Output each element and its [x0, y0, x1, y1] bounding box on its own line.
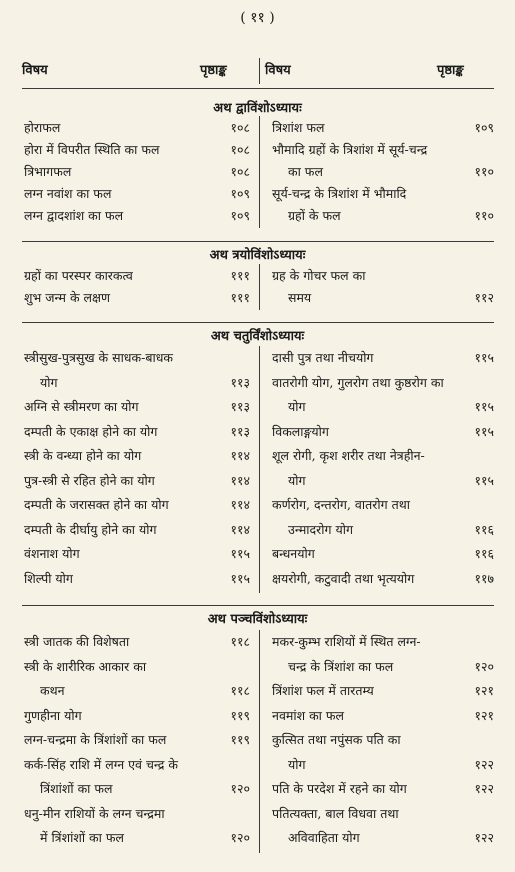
right-entry-text: कर्णरोग, दन्तरोग, वातरोग तथा	[272, 497, 410, 512]
left-entry-page: ११४	[230, 497, 250, 512]
left-entry-text: दम्पती के दीर्घायु होने का योग	[24, 521, 157, 537]
left-entry-page: ११८	[230, 683, 250, 698]
right-entry-page: ११५	[474, 350, 494, 365]
right-entry-text: अविवाहिता योग	[288, 830, 360, 845]
right-entry-page: १२१	[474, 707, 494, 723]
left-entry-text: में त्रिंशांशों का फल	[40, 830, 124, 845]
left-entry-text: कर्क-सिंह राशि में लग्न एवं चन्द्र के	[24, 756, 178, 772]
left-entry-text: वंशनाश योग	[24, 546, 80, 561]
right-entry-text: का फल	[288, 164, 323, 179]
left-entry-text: गुणहीना योग	[24, 707, 82, 723]
right-entry-page: ११५	[474, 399, 494, 414]
right-entry-page: १२२	[474, 781, 494, 796]
left-entry-page: ११४	[230, 521, 250, 537]
header-divider	[259, 58, 260, 84]
left-entry-page: १०८	[230, 164, 250, 179]
left-entry-page: ११९	[230, 732, 250, 747]
right-entry-text: बन्धनयोग	[272, 546, 315, 561]
left-entry-page: ११५	[230, 546, 250, 561]
left-entry-text: दम्पती के एकाक्ष होने का योग	[24, 423, 158, 439]
left-entry-page: ११३	[230, 399, 250, 414]
right-entry-text: पति के परदेश में रहने का योग	[272, 781, 407, 796]
left-entry-page: १२०	[230, 830, 250, 845]
right-entry-text: मकर-कुम्भ राशियों में स्थित लग्न-	[272, 634, 421, 649]
right-entry-page: ११५	[474, 423, 494, 439]
right-entry-page: १२०	[474, 658, 494, 674]
column-divider	[259, 630, 260, 853]
section-rule	[22, 322, 494, 323]
left-entry-page: ११३	[230, 423, 250, 439]
right-entry-text: क्षयरोगी, कटुवादी तथा भृत्ययोग	[272, 570, 415, 586]
left-entry-page: १११	[230, 268, 250, 283]
right-entry-text: दासी पुत्र तथा नीचयोग	[272, 350, 374, 365]
page-number: ( ११ )	[240, 10, 275, 26]
left-entry-text: लग्न द्वादशांश का फल	[24, 208, 124, 223]
right-entry-page: ११६	[474, 521, 494, 537]
right-entry-text: त्रिशांश फल	[272, 120, 325, 135]
left-entry-page: १०९	[230, 208, 250, 223]
left-entry-text: शुभ जन्म के लक्षण	[24, 290, 111, 305]
right-entry-page: १०९	[474, 120, 494, 135]
right-entry-page: १२२	[474, 756, 494, 772]
right-entry-page: ११०	[474, 164, 494, 179]
right-entry-text: उन्मादरोग योग	[288, 521, 354, 537]
left-entry-page: १०८	[230, 142, 250, 157]
right-entry-text: ग्रहों के फल	[288, 208, 341, 223]
header-right-subject: विषय	[265, 63, 291, 78]
left-entry-text: स्त्री जातक की विशेषता	[24, 634, 130, 649]
left-entry-text: अग्नि से स्त्रीमरण का योग	[24, 399, 139, 414]
left-entry-text: ग्रहों का परस्पर कारकत्व	[24, 268, 133, 283]
left-entry-page: ११४	[230, 448, 250, 463]
right-entry-text: सूर्य-चन्द्र के त्रिशांश में भौमादि	[272, 186, 407, 201]
chapter-title: अथ चतुर्विंशोऽध्यायः	[210, 329, 305, 344]
right-entry-text: ग्रह के गोचर फल का	[272, 268, 366, 283]
chapter-title: अथ पञ्चविंशोऽध्यायः	[207, 612, 308, 627]
right-entry-text: कुत्सित तथा नपुंसक पति का	[272, 732, 401, 747]
section-rule	[22, 605, 494, 606]
header-rule	[22, 88, 494, 89]
left-entry-page: ११८	[230, 634, 250, 649]
left-entry-text: होरा में विपरीत स्थिति का फल	[24, 142, 160, 157]
right-entry-page: ११५	[474, 472, 494, 488]
column-divider	[259, 264, 260, 310]
left-entry-text: कथन	[40, 683, 65, 698]
right-entry-text: विकलाङ्गयोग	[272, 423, 329, 439]
left-entry-text: होराफल	[24, 120, 61, 135]
right-entry-page: १२२	[474, 830, 494, 845]
right-entry-text: चन्द्र के त्रिंशांश का फल	[288, 658, 394, 674]
right-entry-page: १२१	[474, 683, 494, 698]
right-entry-page: ११६	[474, 546, 494, 561]
section-rule	[22, 241, 494, 242]
left-entry-page: १०८	[230, 120, 250, 135]
header-left-page: पृष्ठाङ्क	[200, 63, 227, 78]
right-entry-text: योग	[288, 472, 306, 488]
right-entry-text: त्रिंशांश फल में तारतम्य	[272, 683, 374, 698]
left-entry-page: १२०	[230, 781, 250, 796]
left-entry-page: ११५	[230, 570, 250, 586]
left-entry-text: लग्न-चन्द्रमा के त्रिंशांशों का फल	[24, 732, 167, 747]
left-entry-text: दम्पती के जरासक्त होने का योग	[24, 497, 169, 512]
left-entry-text: लग्न नवांश का फल	[24, 186, 112, 201]
chapter-title: अथ त्रयोविंशोऽध्यायः	[209, 248, 306, 263]
right-entry-text: वातरोगी योग, गुलरोग तथा कुष्ठरोग का	[272, 374, 444, 390]
right-entry-text: पतित्यक्ता, बाल विधवा तथा	[272, 805, 399, 821]
header-left-subject: विषय	[22, 63, 48, 78]
left-entry-text: त्रिंशांशों का फल	[40, 781, 113, 796]
right-entry-text: शूल रोगी, कृश शरीर तथा नेत्रहीन-	[272, 448, 425, 463]
right-entry-text: योग	[288, 399, 306, 414]
right-entry-text: योग	[288, 756, 306, 772]
right-entry-text: नवमांश का फल	[272, 707, 344, 723]
right-entry-text: भौमादि ग्रहों के त्रिशांश में सूर्य-चन्द्र	[272, 142, 428, 157]
right-entry-page: ११०	[474, 208, 494, 223]
left-entry-text: शिल्पी योग	[24, 570, 73, 586]
left-entry-text: त्रिभागफल	[24, 164, 72, 179]
column-divider	[259, 116, 260, 228]
chapter-title: अथ द्वाविंशोऽध्यायः	[213, 101, 302, 116]
left-entry-text: स्त्री के वन्ध्या होने का योग	[24, 448, 142, 463]
right-entry-page: ११७	[474, 570, 494, 586]
left-entry-page: ११९	[230, 707, 250, 723]
right-entry-page: ११२	[474, 290, 494, 305]
left-entry-text: स्त्री के शारीरिक आकार का	[24, 658, 147, 674]
left-entry-text: योग	[40, 374, 58, 390]
left-entry-text: पुत्र-स्त्री से रहित होने का योग	[24, 472, 155, 488]
left-entry-text: धनु-मीन राशियों के लग्न चन्द्रमा	[24, 805, 165, 821]
header-right-page: पृष्ठाङ्क	[437, 63, 464, 78]
column-divider	[259, 346, 260, 593]
left-entry-page: ११४	[230, 472, 250, 488]
right-entry-text: समय	[288, 290, 312, 305]
left-entry-text: स्त्रीसुख-पुत्रसुख के साधक-बाधक	[24, 350, 173, 365]
left-entry-page: ११३	[230, 374, 250, 390]
left-entry-page: १११	[230, 290, 250, 305]
left-entry-page: १०९	[230, 186, 250, 201]
